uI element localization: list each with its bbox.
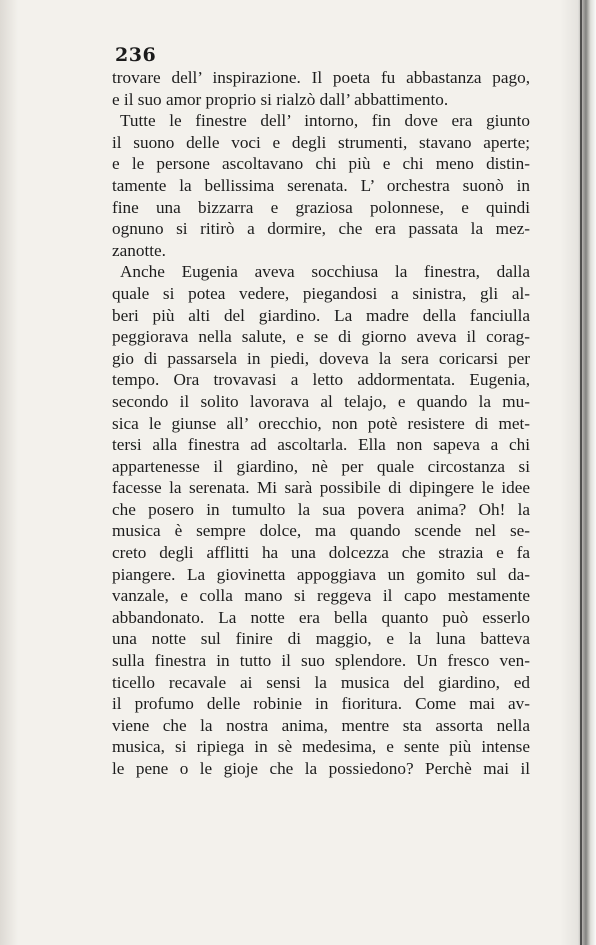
page-left-edge-shadow (0, 0, 18, 945)
text-line: il suono delle voci e degli strumenti, stavano aperte; (112, 132, 530, 152)
text-line: tempo. Ora trovavasi a letto addormentata. Eugenia, (112, 370, 530, 390)
text-line: che posero in tumulto la sua povera anima? Oh! la (112, 499, 530, 519)
page-number: 236 (115, 44, 157, 66)
text-line: viene che la nostra anima, mentre sta assorta nella (112, 715, 530, 735)
text-line: quale si potea vedere, piegandosi a sinistra, gli al- (112, 283, 530, 303)
text-line: trovare dell’ inspirazione. Il poeta fu abbastanza pago, (112, 68, 530, 87)
text-line: facesse la serenata. Mi sarà possibile di dipingere le idee (112, 478, 530, 498)
text-line: Anche Eugenia aveva socchiusa la finestra, dalla (120, 262, 530, 282)
text-line: zanotte. (112, 240, 166, 260)
text-line: gio di passarsela in piedi, doveva la sera coricarsi per (112, 348, 530, 368)
text-line: una notte sul finire di maggio, e la luna batteva (112, 629, 530, 649)
text-line: sica le giunse all’ orecchio, non potè resistere di met- (112, 413, 530, 433)
book-spine-shadow (560, 0, 596, 945)
text-line: appartenesse il giardino, nè per quale circostanza si (112, 456, 530, 476)
text-line: fine una bizzarra e graziosa polonnese, e quindi (112, 197, 530, 217)
text-line: abbandonato. La notte era bella quanto può esserlo (112, 607, 530, 627)
book-spine-edge (580, 0, 582, 945)
text-line: peggiorava nella salute, e se di giorno aveva il corag- (112, 327, 530, 347)
text-line: ticello recavale ai sensi la musica del giardino, ed (112, 672, 530, 692)
text-line: vanzale, e colla mano si reggeva il capo mestamente (112, 586, 530, 606)
text-line: musica è sempre dolce, ma quando scende nel se- (112, 521, 530, 541)
text-line: sulla finestra in tutto il suo splendore. Un fresco ven- (112, 651, 530, 671)
body-text (112, 67, 530, 780)
text-line: Tutte le finestre dell’ intorno, fin dove era giunto (120, 111, 530, 131)
text-line: ognuno si ritirò a dormire, che era passata la mez- (112, 219, 530, 239)
text-line: tamente la bellissima serenata. L’ orchestra suonò in (112, 175, 530, 195)
text-line: le pene o le gioje che la possiedono? Perchè mai il (112, 759, 530, 778)
text-line: creto degli afflitti ha una dolcezza che strazia e fa (112, 543, 530, 563)
text-line: musica, si ripiega in sè medesima, e sente più intense (112, 737, 530, 757)
text-line: secondo il solito lavorava al telajo, e quando la mu- (112, 391, 530, 411)
text-line: beri più alti del giardino. La madre della fanciulla (112, 305, 530, 325)
text-line: piangere. La giovinetta appoggiava un gomito sul da- (112, 564, 530, 584)
text-line: il profumo delle robinie in fioritura. Come mai av- (112, 694, 530, 714)
text-line: e le persone ascoltavano chi più e chi meno distin- (112, 154, 530, 174)
text-line: tersi alla finestra ad ascoltarla. Ella non sapeva a chi (112, 435, 530, 455)
text-line: e il suo amor proprio si rialzò dall’ abbattimento. (112, 89, 449, 109)
